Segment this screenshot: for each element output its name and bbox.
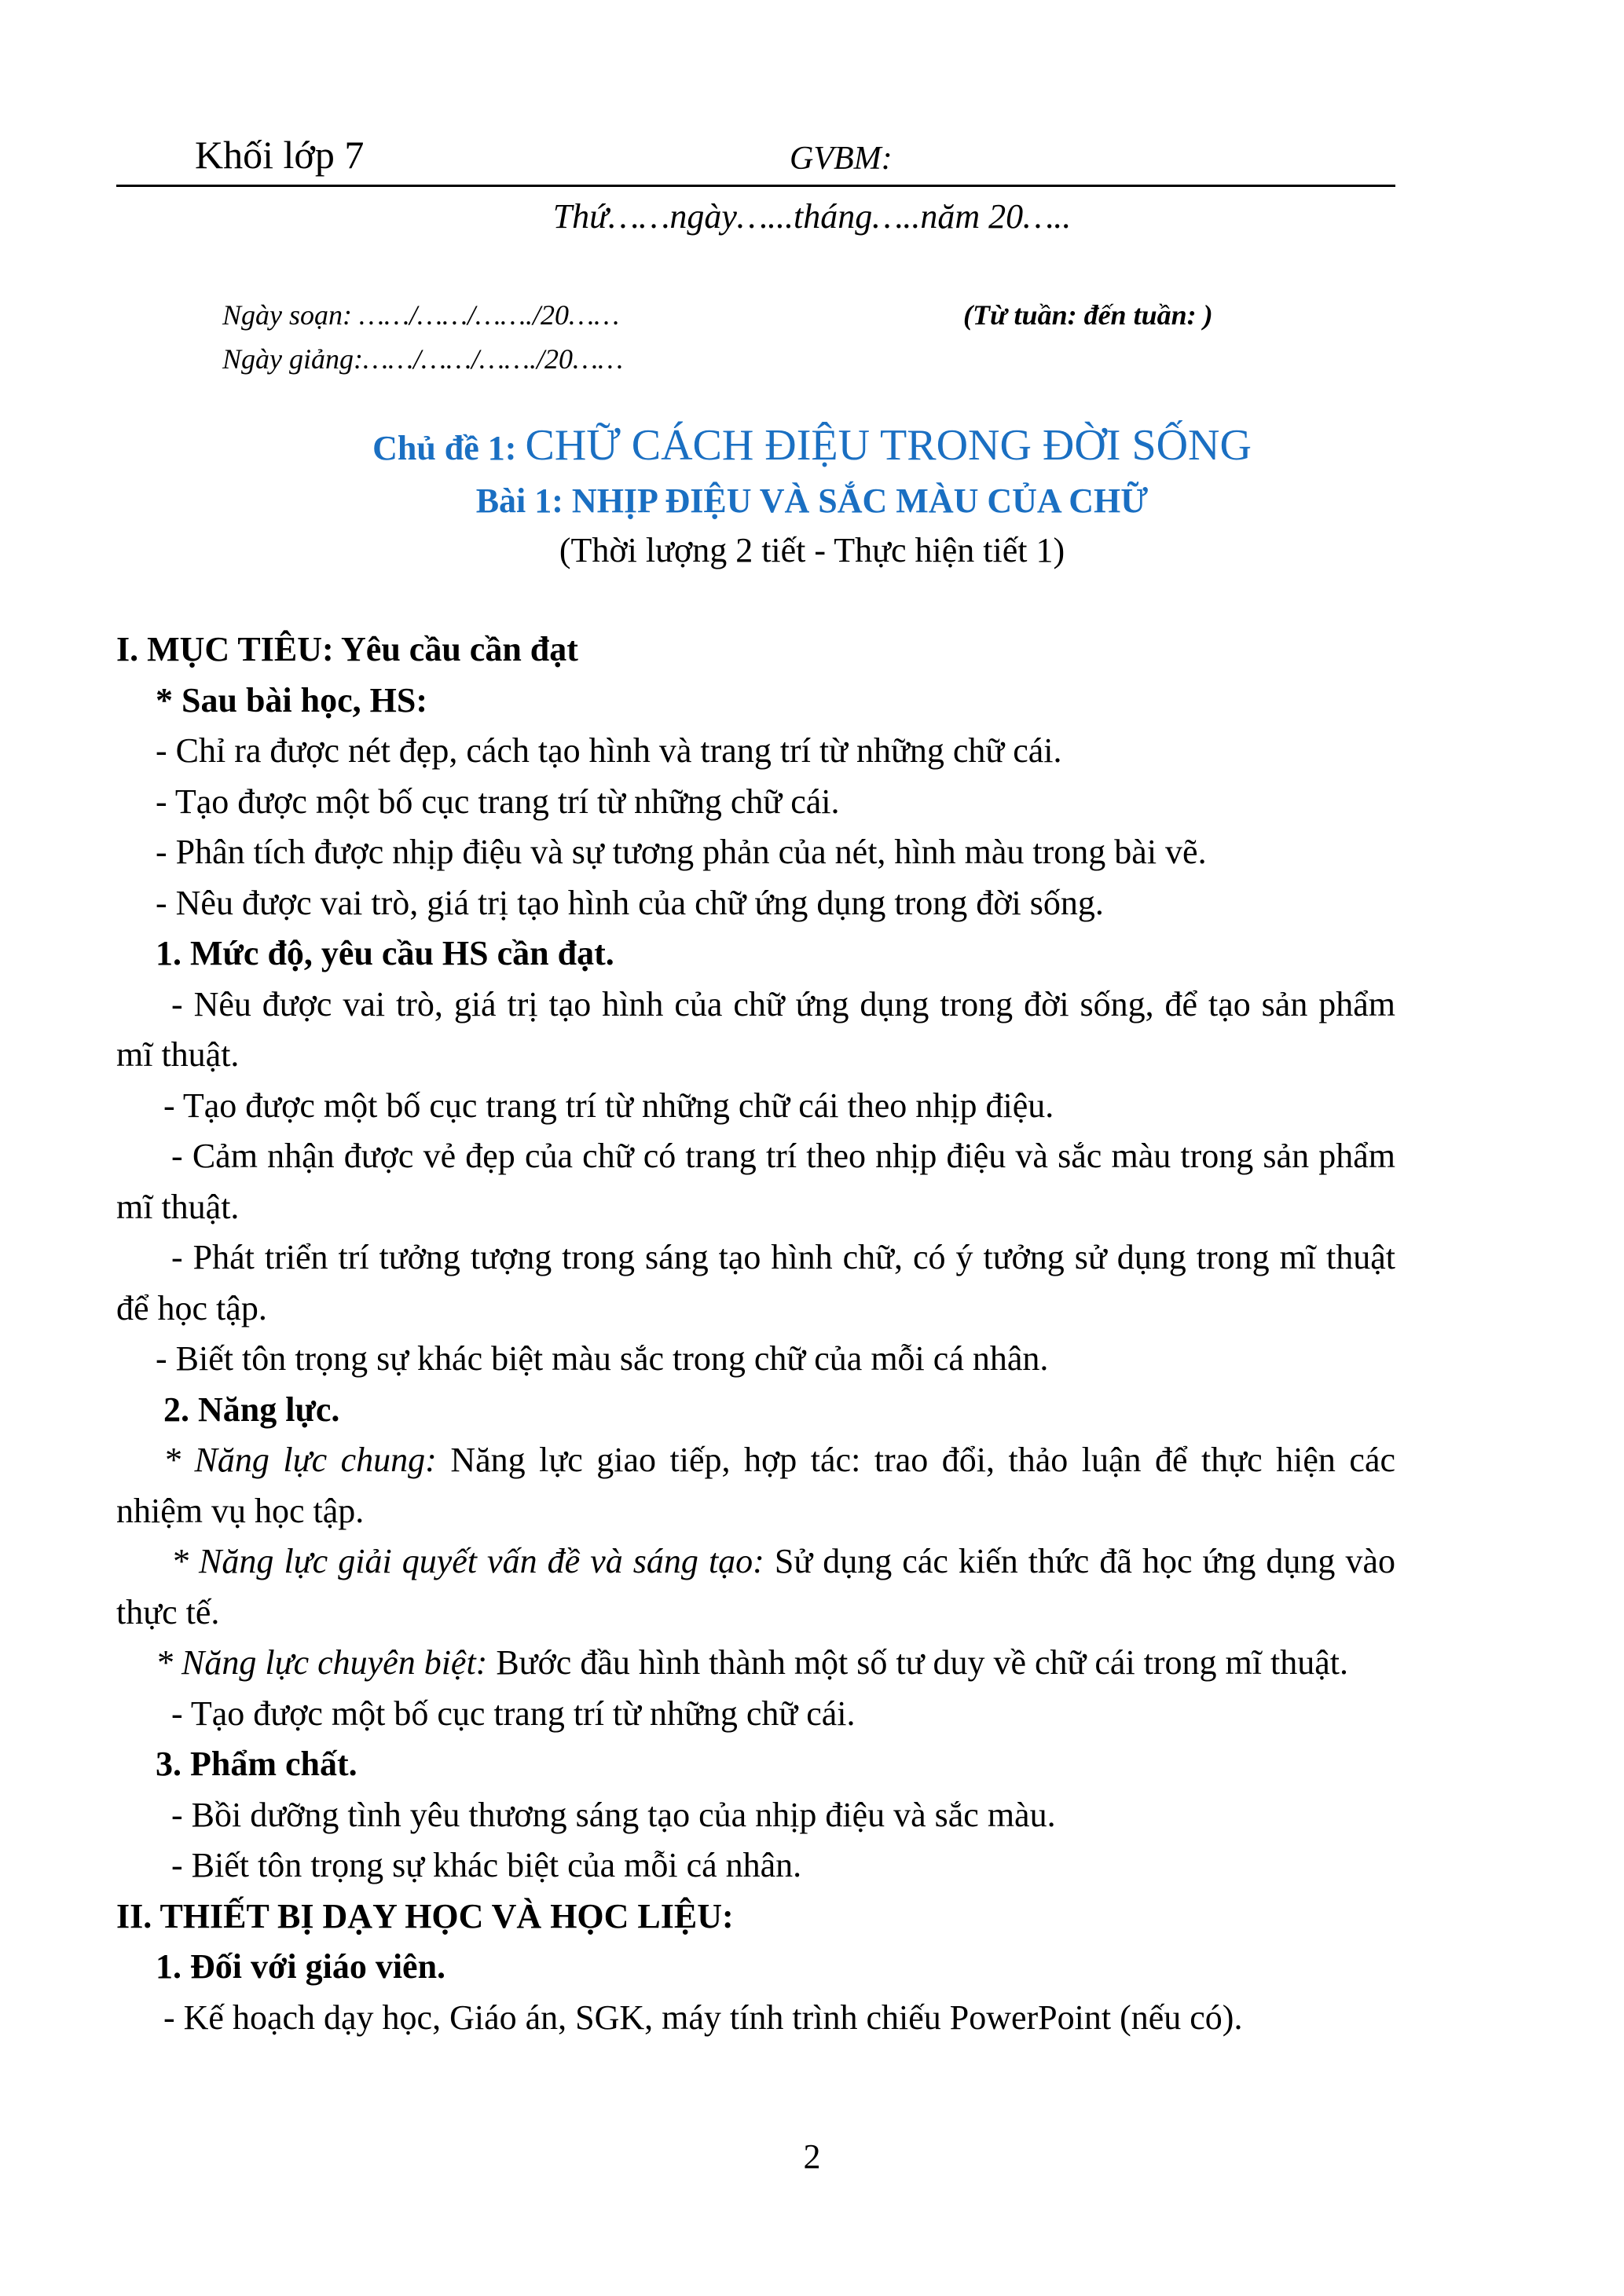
subsection-heading: 2. Năng lực.	[163, 1390, 340, 1429]
competency-text: Năng lực giao tiếp, hợp tác: trao đổi, thảo luận để thực hiện các nhiệm vụ học tập.	[116, 1441, 1396, 1530]
competency-label: * Năng lực chung:	[163, 1441, 437, 1479]
page-number: 2	[803, 2137, 821, 2176]
grade-label: Khối lớp 7	[195, 133, 365, 177]
competency-text: Bước đầu hình thành một số tư duy về chữ cái trong mĩ thuật.	[487, 1643, 1348, 1682]
level-item: - Phát triển trí tưởng tượng trong sáng tạo hình chữ, có ý tưởng sử dụng trong mĩ thuật để học tập.	[116, 1238, 1395, 1327]
quality-item: - Bồi dưỡng tình yêu thương sáng tạo của nhịp điệu và sắc màu.	[171, 1795, 1056, 1834]
competency-label: * Năng lực chuyên biệt:	[156, 1643, 488, 1682]
competency-general	[116, 1435, 1395, 1536]
quality-item: - Biết tôn trọng sự khác biệt của mỗi cá nhân.	[171, 1846, 802, 1884]
competency-special	[116, 1638, 1395, 1689]
date-line: Thứ……ngày…...tháng…..năm 20…..	[552, 197, 1072, 236]
level-item: - Nêu được vai trò, giá trị tạo hình của chữ ứng dụng trong đời sống, để tạo sản phẩm mĩ thuật.	[116, 984, 1395, 1074]
level-item: - Cảm nhận được vẻ đẹp của chữ có trang trí theo nhịp điệu và sắc màu trong sản phẩm mĩ thuật.	[116, 1137, 1395, 1226]
objective-item: - Tạo được một bố cục trang trí từ những chữ cái.	[156, 782, 840, 821]
objective-item: - Phân tích được nhịp điệu và sự tương phản của nét, hình màu trong bài vẽ.	[156, 833, 1207, 871]
sub-heading: * Sau bài học, HS:	[156, 680, 427, 720]
subsection-heading: 1. Đối với giáo viên.	[156, 1947, 446, 1986]
subsection-heading: 1. Mức độ, yêu cầu HS cần đạt.	[156, 934, 614, 972]
section-heading: II. THIẾT BỊ DẠY HỌC VÀ HỌC LIỆU:	[116, 1896, 734, 1935]
section-heading: I. MỤC TIÊU: Yêu cầu cần đạt	[116, 630, 578, 668]
competency-text: Sử dụng các kiến thức đã học ứng dụng vào thực tế.	[116, 1542, 1396, 1631]
week-range: (Từ tuần: đến tuần: )	[963, 299, 1213, 331]
level-item: - Biết tôn trọng sự khác biệt màu sắc trong chữ của mỗi cá nhân.	[156, 1339, 1049, 1378]
header-divider	[116, 185, 1395, 187]
lesson-title: Bài 1: NHỊP ĐIỆU VÀ SẮC MÀU CỦA CHỮ	[475, 482, 1149, 520]
lesson-content	[116, 624, 1395, 2043]
teach-date: Ngày giảng:……/……/……./20……	[222, 343, 624, 375]
topic-main: CHỮ CÁCH ĐIỆU TRONG ĐỜI SỐNG	[525, 421, 1252, 470]
teacher-item: - Kế hoạch dạy học, Giáo án, SGK, máy tính trình chiếu PowerPoint (nếu có).	[163, 1998, 1243, 2037]
topic-title	[0, 420, 1624, 471]
competency-problem	[116, 1536, 1395, 1638]
teacher-label: GVBM:	[790, 141, 893, 177]
lesson-duration: (Thời lượng 2 tiết - Thực hiện tiết 1)	[559, 531, 1065, 569]
prep-date: Ngày soạn: ……/……/……./20……	[222, 299, 620, 331]
objective-item: - Chỉ ra được nét đẹp, cách tạo hình và trang trí từ những chữ cái.	[156, 731, 1062, 770]
objective-item: - Nêu được vai trò, giá trị tạo hình của chữ ứng dụng trong đời sống.	[156, 883, 1104, 922]
subsection-heading: 3. Phẩm chất.	[156, 1745, 357, 1783]
level-item: - Tạo được một bố cục trang trí từ những chữ cái theo nhịp điệu.	[163, 1086, 1054, 1125]
topic-lead: Chủ đề 1:	[372, 429, 526, 467]
competency-extra: - Tạo được một bố cục trang trí từ những chữ cái.	[171, 1694, 856, 1733]
competency-label: * Năng lực giải quyết vấn đề và sáng tạo:	[171, 1542, 764, 1580]
